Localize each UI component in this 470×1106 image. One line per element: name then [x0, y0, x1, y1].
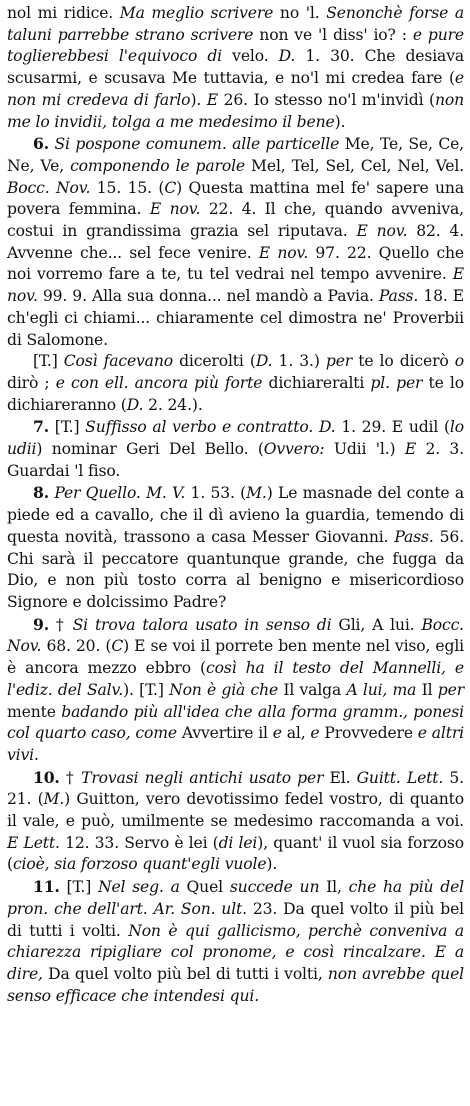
text-run: mente [7, 702, 62, 721]
italic-run: non me lo invidii, tolga a me medesimo il bene [7, 90, 464, 131]
italic-run: e altri vivi. [7, 724, 464, 764]
italic-run: E nov. [356, 222, 408, 241]
text-run: ). [266, 855, 278, 874]
italic-run: così ha il testo del Mannelli, e l'ediz. del Salv. [7, 659, 465, 699]
text-run: 26. Io stesso no'l m'invidì ( [218, 90, 435, 109]
text-run: Me, Te, Se, Ce, Ne, Ve, [7, 135, 464, 175]
paragraph-6 [7, 133, 464, 351]
text-run: 12. 33. Servo è lei ( [59, 833, 219, 852]
text-run: al, [281, 724, 311, 743]
text-run: 99. 9. Alla sua donna... nel mandò a Pavia. [37, 287, 379, 306]
text-run: 1. 29. E udil ( [335, 418, 450, 437]
section-number: 10. [33, 767, 60, 787]
text-run: 82. 4. Avvenne che... sel fece venire. [7, 222, 465, 262]
section-number: 11. [33, 877, 60, 897]
text-run: 97. 22. Quello che noi vorremo fare a te, tu tel vedrai nel tempo avvenire. [7, 243, 465, 284]
italic-run: Non è qui gallicismo, perchè conveniva a chiarezza ripigliare col pronome, e così rincalzare. E a dire, [7, 921, 464, 983]
text-run: Avvertire il [176, 724, 273, 743]
italic-run: C [111, 637, 124, 656]
text-run: dicerolti ( [172, 352, 256, 371]
text-run: dirò ; [7, 373, 56, 392]
text-run: [T.] [59, 878, 98, 897]
text-run: ) nominar Geri Del Bello. ( [36, 440, 264, 459]
italic-run: Bocc. Nov. [7, 615, 464, 656]
italic-run: A lui, ma [346, 680, 417, 699]
italic-run: Suffisso al verbo e contratto. D. [85, 418, 336, 437]
text-run: Il valga [278, 680, 347, 699]
text-run: ). [190, 90, 207, 109]
text-run: ), quant' il vuol sia forzoso ( [7, 833, 464, 874]
paragraph-11 [7, 876, 464, 1007]
text-run: † [48, 615, 73, 634]
text-run: Gli, A lui. [331, 615, 422, 634]
paragraph-8 [7, 482, 464, 613]
italic-run: pl. per [370, 373, 423, 392]
italic-run: E Lett. [7, 833, 60, 852]
italic-run: o [454, 352, 464, 371]
italic-run: M. [43, 790, 65, 809]
text-run: no 'l. [273, 4, 327, 22]
italic-run: lo udii [7, 418, 464, 459]
italic-run: per [437, 680, 464, 699]
text-run: te lo dicerò [352, 352, 455, 371]
italic-run: E [206, 90, 219, 109]
text-run: 5. 21. ( [7, 768, 464, 809]
text-run: 23. Da quel volto il più bel di tutti i volti. [7, 899, 464, 940]
italic-run: E nov. [7, 265, 464, 306]
italic-run: Trovasi negli antichi usato per [81, 768, 324, 787]
text-run: ). [T.] [123, 680, 170, 699]
italic-run: D. [126, 395, 144, 414]
text-run: 2. 3. Guardai 'l fiso. [7, 440, 465, 480]
text-run: † [59, 768, 82, 787]
text-run: Il [416, 680, 438, 699]
italic-run: e pure toglierebbesi l'equivoco di [7, 25, 464, 66]
text-run: velo. [222, 47, 279, 66]
italic-run: non avrebbe quel senso efficace che intendesi qui. [7, 964, 464, 1005]
text-run: ) Questa mattina mel fe' sapere una povera femmina. [7, 178, 464, 219]
text-run: te lo dichiareranno ( [7, 373, 465, 414]
italic-run: Ma meglio scrivere [119, 4, 274, 22]
text-run: non ve 'l diss' io? : [253, 25, 413, 44]
italic-run: di lei [218, 833, 258, 852]
italic-run: Si trova talora usato in senso di [72, 615, 332, 634]
text-run: 1. 30. Che desiava scusarmi, e scusava Me tuttavia, e no'l mi credea fare ( [7, 47, 464, 88]
italic-run: e [310, 724, 320, 743]
italic-run: Nel seg. a [97, 878, 180, 897]
text-run: Quel [179, 878, 230, 897]
italic-run: per [325, 352, 353, 371]
text-run: nol mi ridice. [7, 4, 120, 22]
text-run: [T.] [48, 418, 86, 437]
text-run: 15. 15. ( [90, 178, 165, 197]
section-number: 8. [33, 483, 49, 503]
paragraph-7 [7, 416, 464, 482]
text-run: Mel, Tel, Sel, Cel, Nel, Vel. [245, 156, 465, 175]
section-number: 9. [33, 614, 49, 634]
italic-run: Bocc. Nov. [7, 178, 91, 197]
text-run: [T.] [33, 352, 64, 371]
italic-run: che ha più del pron. che dell'art. Ar. Son. ult. [7, 878, 465, 918]
text-run: ) Guitton, vero devotissimo fedel vostro, di quanto il vale, e può, umilmente se medesimo raccomanda a voi. [7, 790, 465, 831]
italic-run: badando più all'idea che alla forma gramm., ponesi col quarto caso, come [7, 702, 464, 743]
text-run: Da quel volto più bel di tutti i volti, [42, 964, 328, 983]
italic-run: Pass. [394, 527, 434, 546]
text-run: 22. 4. Il che, quando avveniva, costui in grandissima grazia sel riputava. [7, 200, 464, 241]
italic-run: D. [278, 47, 296, 66]
text-run: 1. 3.) [272, 352, 326, 371]
italic-run: D. [255, 352, 273, 371]
italic-run: Pass. [378, 287, 419, 306]
italic-run: Guitt. Lett. [356, 768, 444, 787]
paragraph-6-note [7, 351, 464, 416]
italic-run: e [272, 724, 282, 743]
section-number: 6. [33, 134, 49, 154]
text-run: Udii 'l.) [324, 440, 405, 459]
text-run: ) E se voi il porrete ben mente nel viso, egli è ancora mezzo ebbro ( [7, 637, 464, 678]
italic-run: M. [246, 484, 267, 503]
italic-run: componendo le parole [70, 156, 245, 175]
italic-run: cioè, sia forzoso quant'egli vuole [12, 855, 267, 874]
italic-run: C [164, 178, 177, 197]
italic-run: E [404, 440, 417, 459]
text-run: Provvedere [319, 724, 418, 743]
italic-run: e non mi credeva di farlo [7, 69, 464, 109]
text-run: Il, [319, 878, 349, 897]
text-run: ). [334, 112, 346, 131]
paragraph-10 [7, 767, 464, 877]
italic-run: Per Quello. M. V. [54, 484, 186, 503]
text-run: dichiareralti [262, 373, 371, 392]
italic-run: e con ell. ancora più forte [55, 373, 263, 392]
italic-run: Così facevano [63, 352, 173, 371]
paragraph-9 [7, 614, 464, 767]
italic-run: succede un [229, 878, 320, 897]
italic-run: Non è già che [169, 680, 279, 699]
text-run: 1. 53. ( [185, 484, 247, 503]
text-run: ) Le masnade del conte a piede ed a cavallo, che il dì avieno la guardia, temendo di questa novità, trassono a casa Messer Giovanni. [7, 484, 464, 546]
section-number: 7. [33, 417, 49, 437]
text-run: 2. 24.). [143, 395, 203, 414]
italic-run: Ovvero: [263, 440, 325, 459]
italic-run: E nov. [149, 200, 201, 219]
italic-run: E nov. [258, 243, 309, 262]
text-run: 68. 20. ( [41, 637, 112, 656]
text-run: El. [323, 768, 357, 787]
text-run: 18. E ch'egli ci chiami... chiaramente cel dimostra ne' Proverbii di Salomone. [7, 287, 465, 349]
paragraph-continuation [7, 3, 464, 133]
italic-run: Senonchè forse a taluni parrebbe strano scrivere [7, 4, 464, 44]
italic-run: Si pospone comunem. alle particelle [54, 135, 340, 154]
text-run: 56. Chi sarà il peccatore quantunque grande, che fugga da Dio, e non più tosto corra al benigno e misericordioso Signore e dolcissimo Padre? [7, 527, 465, 611]
